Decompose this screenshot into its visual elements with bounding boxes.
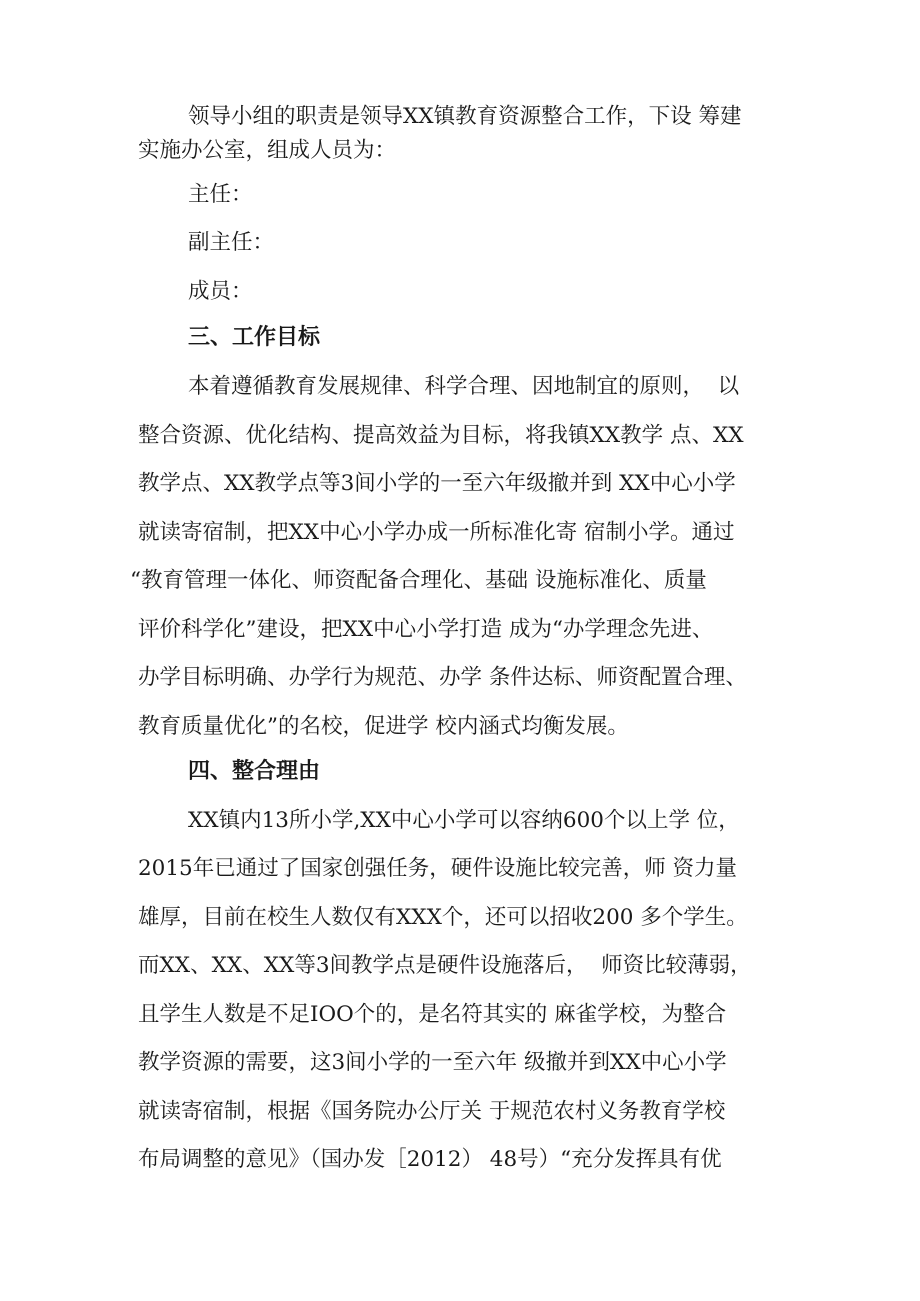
paragraph-line: 办学目标明确、办学行为规范、办学 条件达标、师资配置合理、 [138, 665, 747, 690]
paragraph-line: 而XX、XX、XX等3间教学点是硬件设施落后， 师资比较薄弱， [138, 953, 752, 978]
members-label: 成员： [188, 279, 253, 304]
paragraph-line: 领导小组的职责是领导XX镇教育资源整合工作，下设 筹建 [188, 104, 742, 129]
paragraph-line: 实施办公室，组成人员为： [138, 138, 397, 163]
paragraph-line: 2015年已通过了国家创强任务，硬件设施比较完善，师 资力量 [138, 856, 738, 881]
paragraph-line: 就读寄宿制，把XX中心小学办成一所标准化寄 宿制小学。通过 [138, 520, 735, 545]
paragraph-line: 教学点、XX教学点等3间小学的一至六年级撤并到 XX中心小学 [138, 471, 736, 496]
director-label: 主任： [188, 182, 253, 207]
paragraph-line: 教育质量优化”的名校，促进学 校内涵式均衡发展。 [138, 714, 629, 739]
paragraph-line: XX镇内13所小学,XX中心小学可以容纳600个以上学 位， [188, 808, 740, 833]
section-heading-goals: 三、工作目标 [188, 325, 321, 350]
paragraph-line: 整合资源、优化结构、提高效益为目标，将我镇XX教学 点、XX [138, 423, 744, 448]
paragraph-line: 布局调整的意见》（国办发［2012） 48号）“充分发挥具有优 [138, 1147, 722, 1172]
paragraph-line: “教育管理一体化、师资配备合理化、基础 设施标准化、质量 [130, 568, 707, 593]
section-heading-reasons: 四、整合理由 [188, 759, 321, 784]
paragraph-line: 且学生人数是不足IOO个的，是名符其实的 麻雀学校，为整合 [138, 1002, 727, 1027]
paragraph-line: 就读寄宿制，根据《国务院办公厅关 于规范农村义务教育学校 [138, 1099, 726, 1124]
paragraph-line: 教学资源的需要，这3间小学的一至六年 级撤并到XX中心小学 [138, 1050, 727, 1075]
paragraph-line: 雄厚，目前在校生人数仅有XXX个，还可以招收200 多个学生。 [138, 905, 748, 930]
paragraph-line: 本着遵循教育发展规律、科学合理、因地制宜的原则， 以 [188, 374, 740, 399]
deputy-director-label: 副主任： [188, 230, 275, 255]
paragraph-line: 评价科学化”建设，把XX中心小学打造 成为“办学理念先进、 [138, 617, 714, 642]
